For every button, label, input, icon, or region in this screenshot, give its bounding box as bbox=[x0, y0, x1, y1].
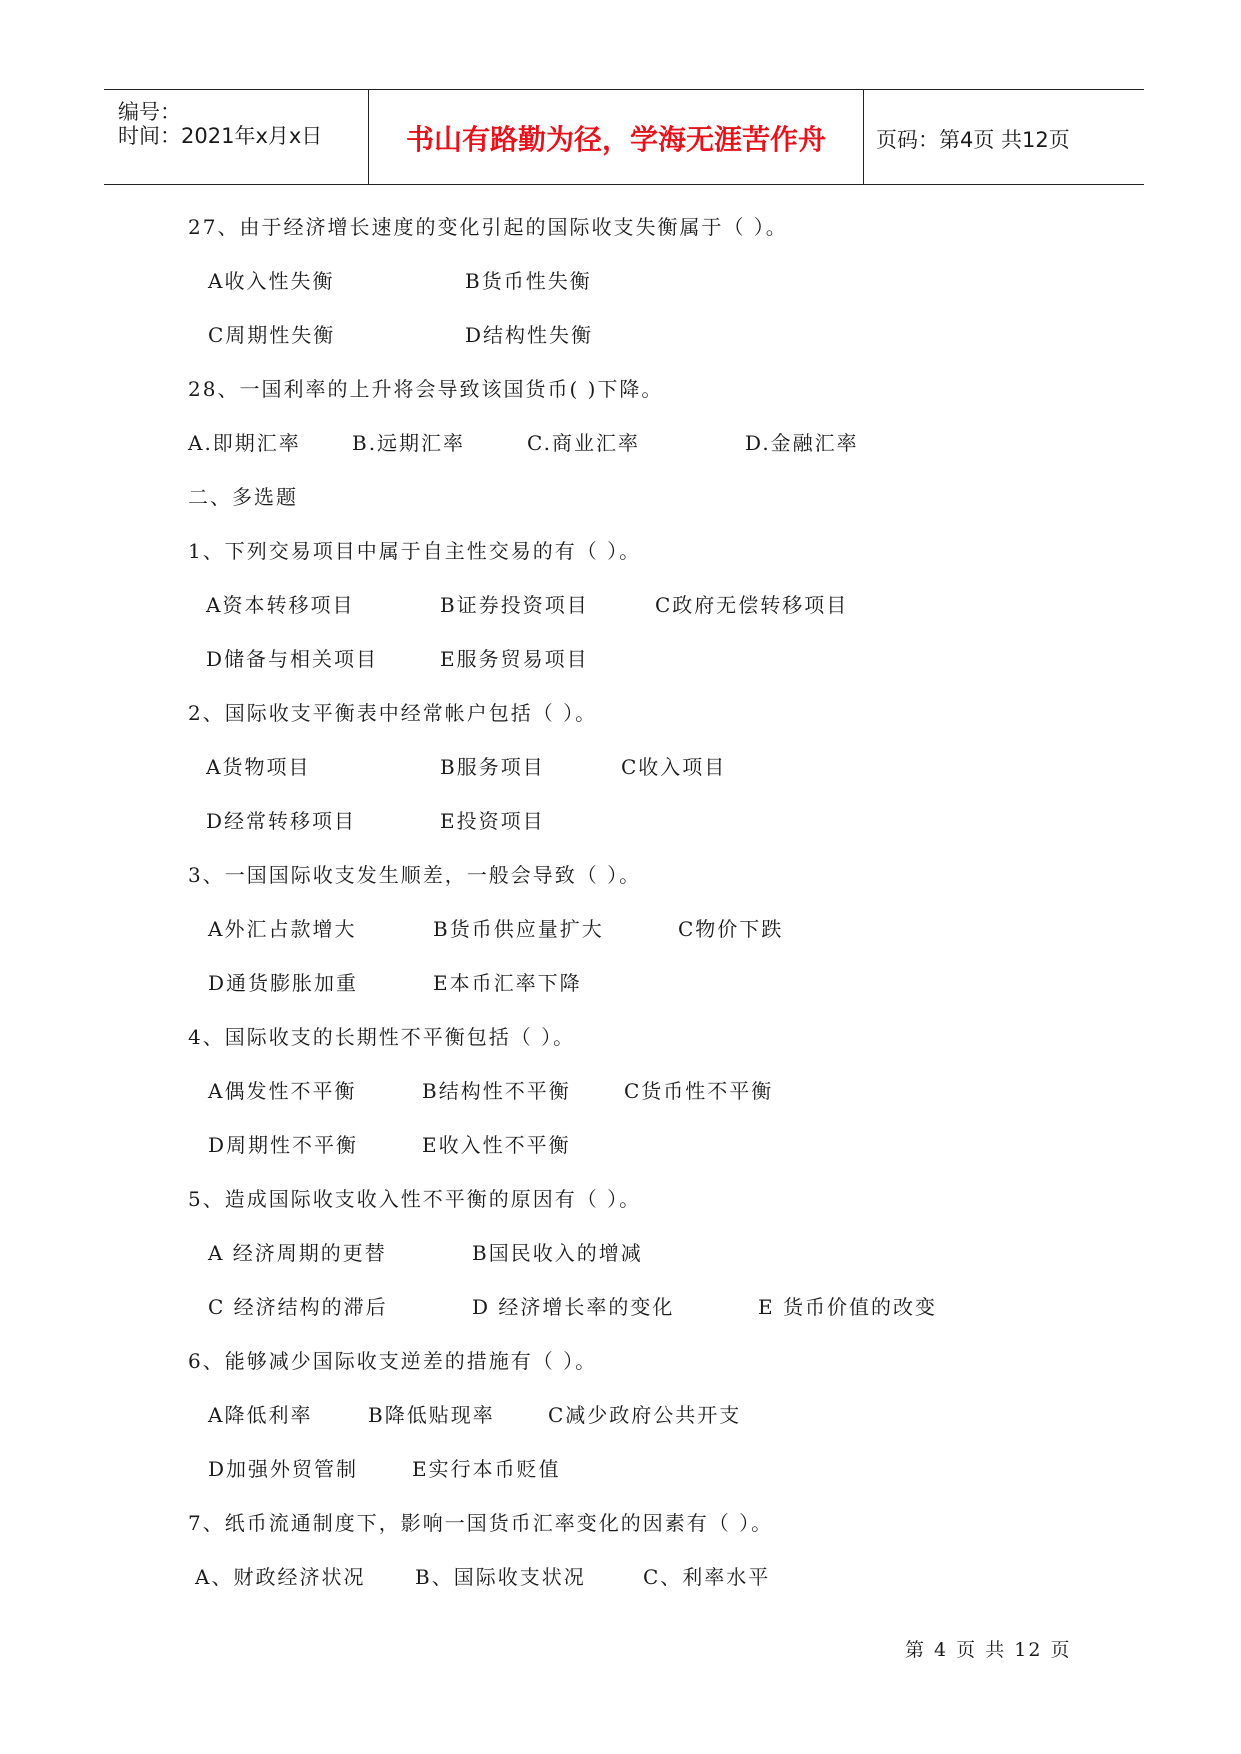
header-page-number: 页码：第4页 共12页 bbox=[876, 128, 1070, 152]
q28-option-c: C.商业汇率 bbox=[527, 431, 640, 455]
q27-option-d: D结构性失衡 bbox=[465, 323, 594, 347]
q28-option-b: B.远期汇率 bbox=[352, 431, 466, 455]
mc-question-3: 3、一国国际收支发生顺差，一般会导致（ ）。 bbox=[188, 863, 642, 887]
mc4-option-e: E收入性不平衡 bbox=[422, 1133, 571, 1157]
mc-question-1: 1、下列交易项目中属于自主性交易的有（ ）。 bbox=[188, 539, 642, 563]
mc2-option-b: B服务项目 bbox=[440, 755, 545, 779]
mc7-option-b: B、国际收支状况 bbox=[415, 1565, 586, 1589]
q27-option-b: B货币性失衡 bbox=[465, 269, 592, 293]
mc6-option-d: D加强外贸管制 bbox=[208, 1457, 359, 1481]
mc2-option-a: A货物项目 bbox=[206, 755, 311, 779]
q27-option-c: C周期性失衡 bbox=[208, 323, 336, 347]
document-time-label: 时间：2021年x月x日 bbox=[118, 124, 323, 148]
question-27: 27、由于经济增长速度的变化引起的国际收支失衡属于（ ）。 bbox=[188, 215, 788, 239]
q28-option-a: A.即期汇率 bbox=[188, 431, 301, 455]
mc-question-7: 7、纸币流通制度下，影响一国货币汇率变化的因素有（ ）。 bbox=[188, 1511, 774, 1535]
mc7-option-c: C、利率水平 bbox=[643, 1565, 771, 1589]
mc5-option-c: C 经济结构的滞后 bbox=[208, 1295, 388, 1319]
mc3-option-e: E本币汇率下降 bbox=[433, 971, 582, 995]
question-28: 28、一国利率的上升将会导致该国货币( )下降。 bbox=[188, 377, 664, 401]
mc4-option-c: C货币性不平衡 bbox=[624, 1079, 774, 1103]
mc2-option-e: E投资项目 bbox=[440, 809, 545, 833]
mc2-option-d: D经常转移项目 bbox=[206, 809, 357, 833]
mc6-option-a: A降低利率 bbox=[208, 1403, 313, 1427]
page-header bbox=[104, 89, 1144, 185]
mc4-option-a: A偶发性不平衡 bbox=[208, 1079, 357, 1103]
mc5-option-e: E 货币价值的改变 bbox=[758, 1295, 937, 1319]
mc3-option-d: D通货膨胀加重 bbox=[208, 971, 359, 995]
header-motto: 书山有路勤为径，学海无涯苦作舟 bbox=[405, 123, 826, 156]
mc-question-2: 2、国际收支平衡表中经常帐户包括（ ）。 bbox=[188, 701, 598, 725]
mc6-option-b: B降低贴现率 bbox=[368, 1403, 495, 1427]
q28-option-d: D.金融汇率 bbox=[745, 431, 859, 455]
header-motto-cell bbox=[369, 90, 864, 184]
mc1-option-e: E服务贸易项目 bbox=[440, 647, 589, 671]
mc4-option-d: D周期性不平衡 bbox=[208, 1133, 359, 1157]
mc1-option-d: D储备与相关项目 bbox=[206, 647, 379, 671]
page-footer-number: 第 4 页 共 12 页 bbox=[905, 1639, 1072, 1661]
mc7-option-a: A、财政经济状况 bbox=[195, 1565, 366, 1589]
mc3-option-a: A外汇占款增大 bbox=[208, 917, 357, 941]
mc5-option-d: D 经济增长率的变化 bbox=[472, 1295, 675, 1319]
mc1-option-a: A资本转移项目 bbox=[206, 593, 355, 617]
mc6-option-e: E实行本币贬值 bbox=[412, 1457, 561, 1481]
mc2-option-c: C收入项目 bbox=[621, 755, 727, 779]
mc-question-5: 5、造成国际收支收入性不平衡的原因有（ ）。 bbox=[188, 1187, 642, 1211]
section-title-multiple-choice: 二、多选题 bbox=[188, 485, 298, 509]
mc1-option-c: C政府无偿转移项目 bbox=[655, 593, 849, 617]
mc5-option-b: B国民收入的增减 bbox=[472, 1241, 643, 1265]
header-page-cell bbox=[864, 90, 1144, 184]
mc3-option-c: C物价下跌 bbox=[678, 917, 784, 941]
header-meta-cell bbox=[104, 90, 369, 184]
q27-option-a: A收入性失衡 bbox=[208, 269, 335, 293]
mc3-option-b: B货币供应量扩大 bbox=[433, 917, 604, 941]
mc1-option-b: B证券投资项目 bbox=[440, 593, 589, 617]
mc5-option-a: A 经济周期的更替 bbox=[208, 1241, 387, 1265]
mc4-option-b: B结构性不平衡 bbox=[422, 1079, 571, 1103]
mc-question-4: 4、国际收支的长期性不平衡包括（ ）。 bbox=[188, 1025, 576, 1049]
mc-question-6: 6、能够减少国际收支逆差的措施有（ ）。 bbox=[188, 1349, 598, 1373]
mc6-option-c: C减少政府公共开支 bbox=[548, 1403, 742, 1427]
document-number-label: 编号： bbox=[118, 100, 181, 124]
